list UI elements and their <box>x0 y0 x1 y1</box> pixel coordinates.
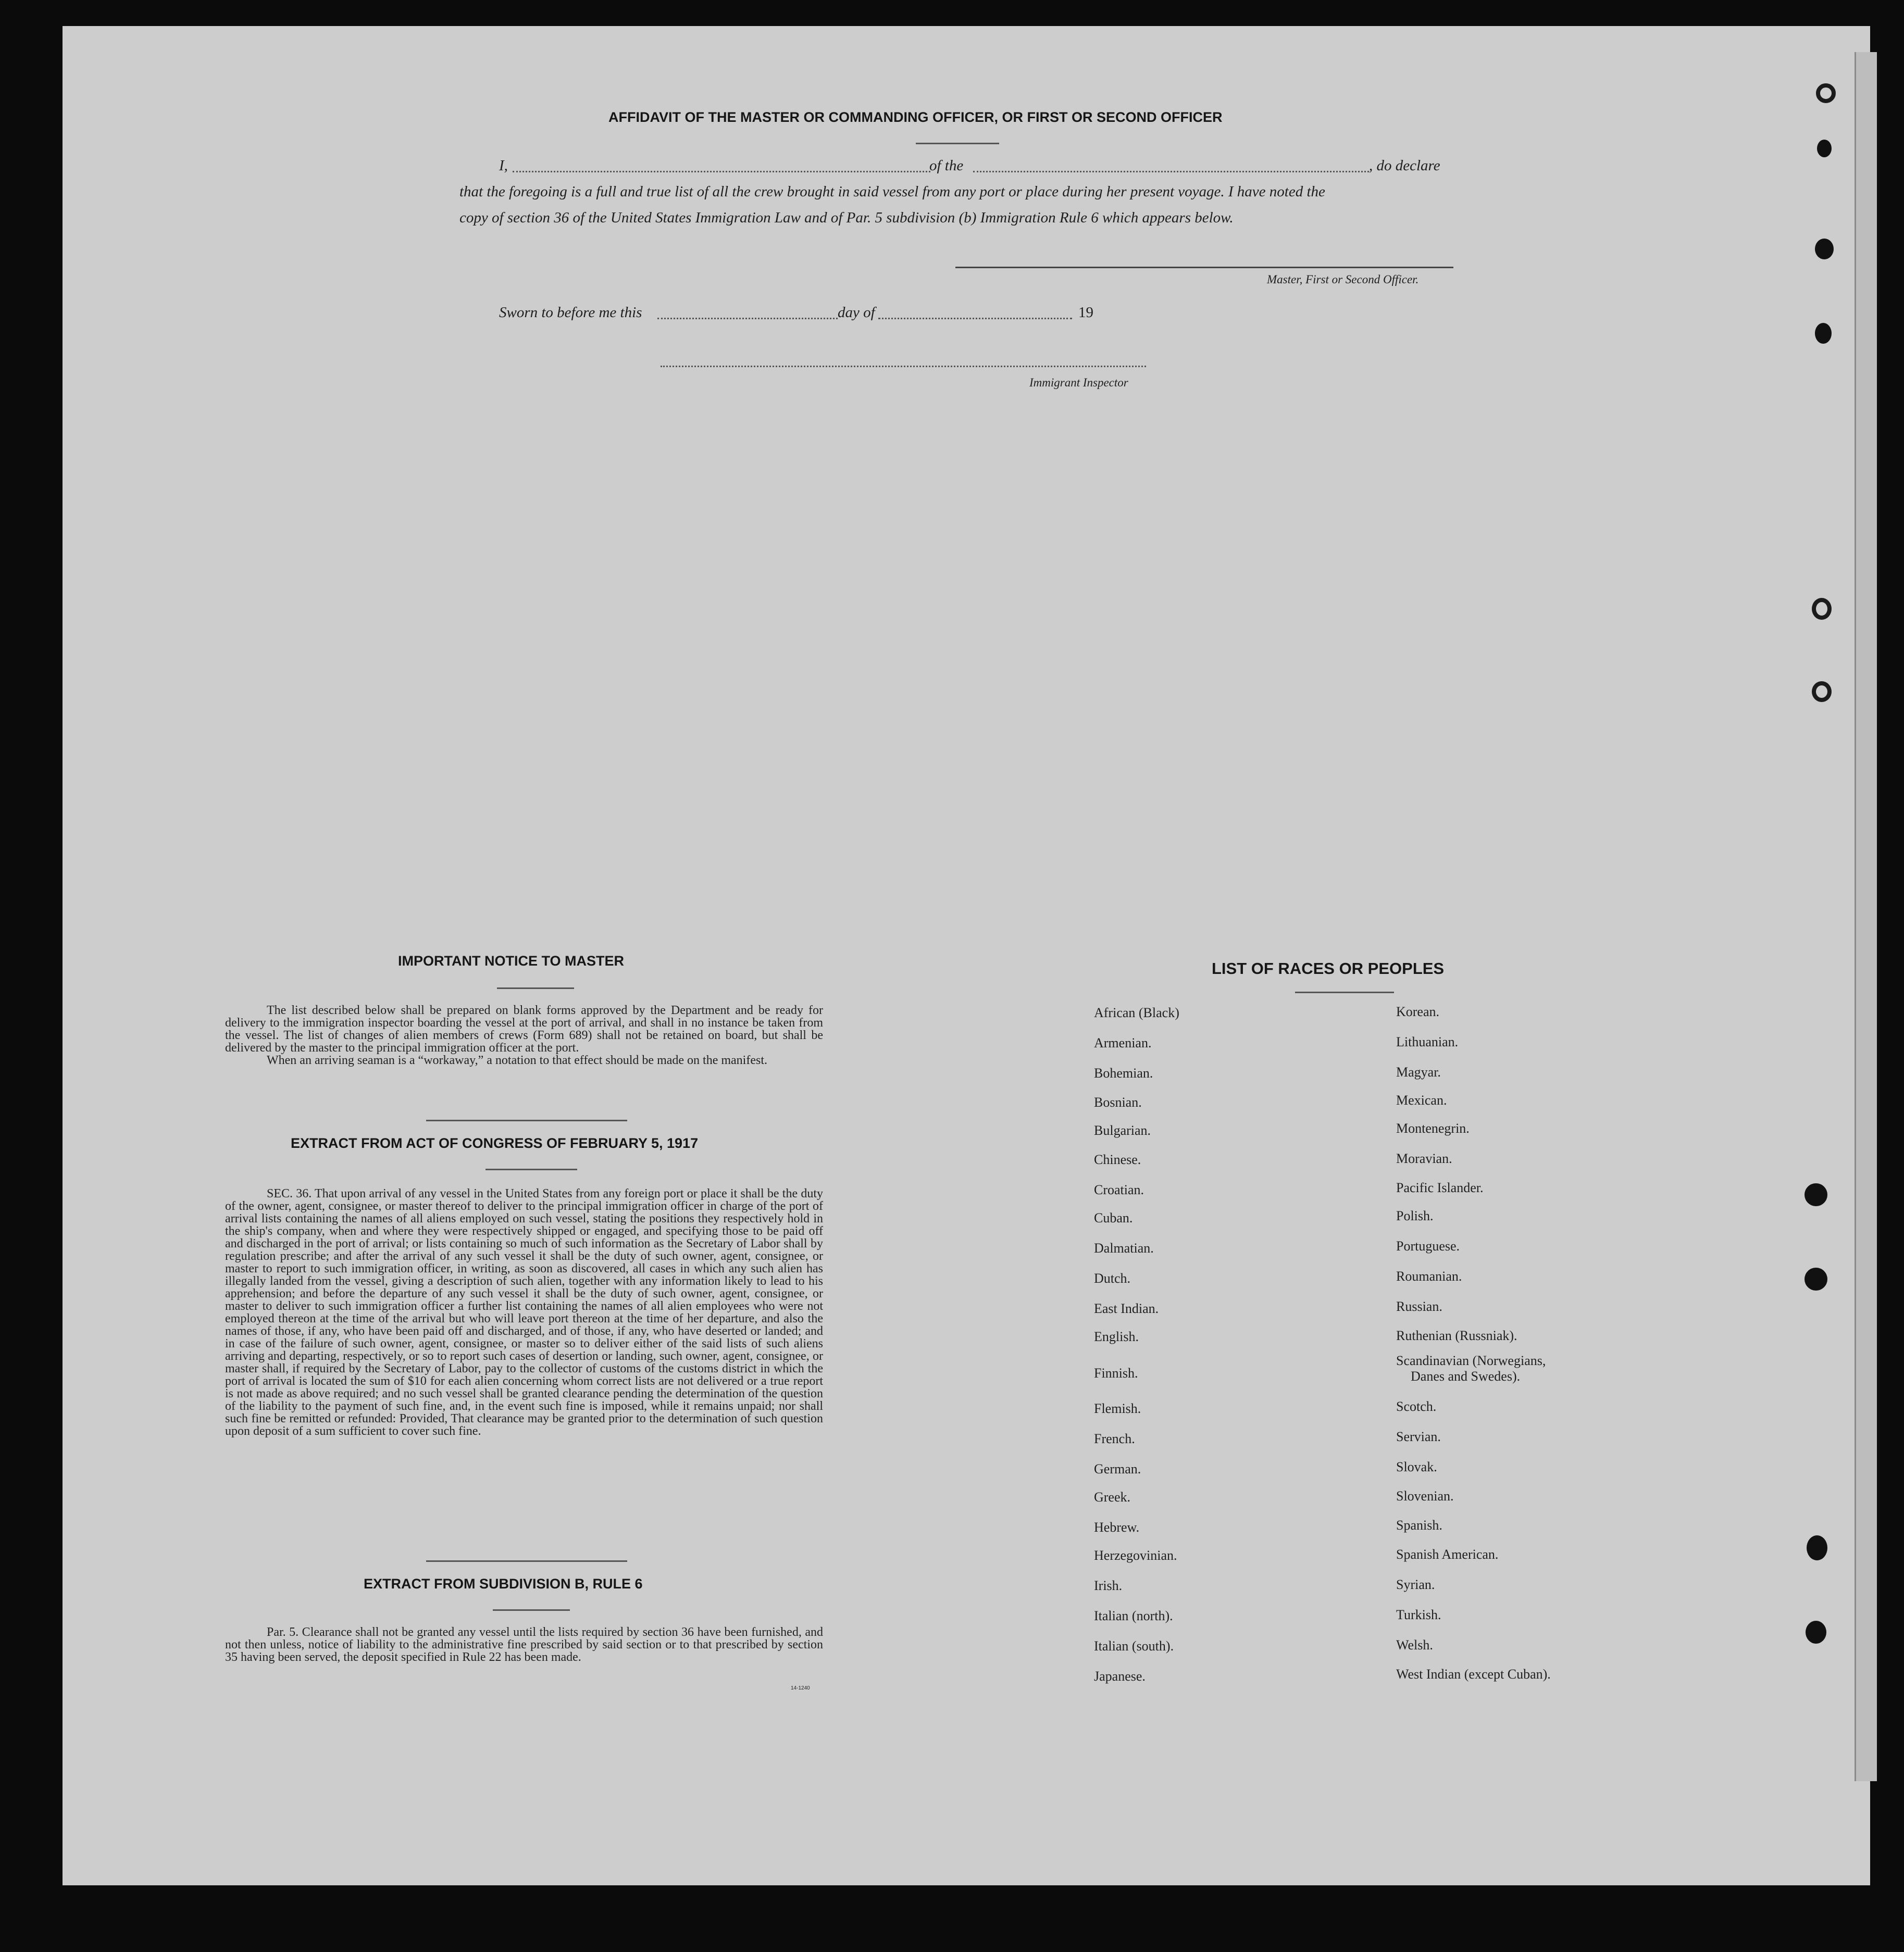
section-divider <box>426 1560 627 1562</box>
race-item: Danes and Swedes). <box>1411 1369 1521 1384</box>
extract-act-text <box>225 1187 823 1437</box>
master-signature-line[interactable] <box>955 267 1453 268</box>
par-5-text: Par. 5. Clearance shall not be granted any vessel until the lists required by section 36 have been furnished, and not then unless, notice of liability to the administrative fine prescribed by said section or to that prescribed by section 35 having been served, the deposit specified in Rule 22 has been made. <box>225 1625 823 1664</box>
race-item: Portuguese. <box>1396 1238 1460 1254</box>
punch-hole <box>1815 323 1832 344</box>
affidavit-declare: , do declare <box>1369 157 1440 174</box>
race-item: Herzegovinian. <box>1094 1548 1177 1563</box>
race-item: Polish. <box>1396 1208 1434 1223</box>
affidavit-i: I, <box>499 157 508 174</box>
race-item: Bulgarian. <box>1094 1123 1151 1138</box>
race-item: Hebrew. <box>1094 1520 1140 1535</box>
race-item: Italian (north). <box>1094 1608 1173 1623</box>
race-item: German. <box>1094 1461 1141 1476</box>
race-item: Roumanian. <box>1396 1269 1462 1284</box>
race-item: Italian (south). <box>1094 1638 1174 1654</box>
race-item: East Indian. <box>1094 1301 1159 1316</box>
race-item: Mexican. <box>1396 1093 1447 1108</box>
race-item: Irish. <box>1094 1578 1123 1593</box>
race-item: Ruthenian (Russniak). <box>1396 1328 1517 1343</box>
race-item: Magyar. <box>1396 1065 1441 1080</box>
race-item: Chinese. <box>1094 1152 1141 1167</box>
extract-act-underline <box>486 1169 577 1170</box>
race-item: Finnish. <box>1094 1366 1138 1381</box>
punch-hole <box>1817 140 1832 157</box>
name-blank[interactable] <box>513 171 930 172</box>
extract-act-title: EXTRACT FROM ACT OF CONGRESS OF FEBRUARY 5, 1917 <box>291 1135 699 1151</box>
affidavit-title: AFFIDAVIT OF THE MASTER OR COMMANDING OFFICER, OR FIRST OR SECOND OFFICER <box>608 109 1223 125</box>
race-item: Croatian. <box>1094 1182 1144 1197</box>
race-item: Bosnian. <box>1094 1095 1142 1110</box>
page-edge <box>1855 52 1877 1781</box>
race-item: Moravian. <box>1396 1151 1452 1166</box>
affidavit-of-the: of the <box>929 157 964 174</box>
races-underline <box>1295 992 1394 993</box>
race-item: Servian. <box>1396 1429 1441 1444</box>
race-item: Turkish. <box>1396 1607 1441 1622</box>
race-item: Dalmatian. <box>1094 1241 1154 1256</box>
race-item: West Indian (except Cuban). <box>1396 1667 1551 1682</box>
race-item: Welsh. <box>1396 1637 1433 1653</box>
master-signature-caption: Master, First or Second Officer. <box>1267 273 1419 286</box>
sworn-month-blank[interactable] <box>878 318 1072 319</box>
race-item: Montenegrin. <box>1396 1121 1470 1136</box>
race-item: English. <box>1094 1329 1139 1344</box>
notice-text <box>225 1004 823 1067</box>
vessel-blank[interactable] <box>973 171 1369 172</box>
race-item: Armenian. <box>1094 1035 1152 1050</box>
punch-hole <box>1812 681 1832 702</box>
document-page <box>63 26 1870 1885</box>
race-item: Cuban. <box>1094 1210 1133 1225</box>
race-item: Greek. <box>1094 1490 1131 1505</box>
extract-rule-text <box>225 1626 823 1663</box>
punch-hole <box>1815 239 1834 259</box>
notice-underline <box>497 987 574 989</box>
race-item: Bohemian. <box>1094 1066 1153 1081</box>
race-item: Syrian. <box>1396 1577 1435 1592</box>
race-item: Scotch. <box>1396 1399 1437 1414</box>
race-item: Spanish American. <box>1396 1547 1499 1562</box>
race-item: Slovenian. <box>1396 1488 1454 1504</box>
sworn-text: Sworn to before me this <box>499 304 642 321</box>
form-number: 14-1240 <box>791 1685 810 1691</box>
sworn-day-blank[interactable] <box>657 318 838 319</box>
inspector-caption: Immigrant Inspector <box>1029 376 1128 389</box>
section-36-text: SEC. 36. That upon arrival of any vessel in the United States from any foreign port or place it shall be the duty of the owner, agent, consignee, or master thereof to deliver to the principal immigration officer in charge of the port of arrival lists containing the names of all aliens employed on such vessel, stating the positions they respectively hold in the ship's company, when and where they were respectively shipped or engaged, and specifying those to be paid off and discharged in the port of arrival; or lists containing so much of such information as the Secretary of Labor shall by regulation prescribe; and after the arrival of any such vessel it shall be the duty of such owner, agent, consignee, or master to report to such immigration officer, in writing, as soon as discovered, all cases in which any such alien has illegally landed from the vessel, giving a description of such alien, together with any information likely to lead to his apprehension; and before the departure of any such vessel it shall be the duty of such owner, agent, consignee, or master to deliver to such immigration officer a further list containing the names of all alien employees who were not employed thereon at the time of the arrival but who will leave port thereon at the time of her departure, and also the names of those, if any, who have been paid off and discharged, and of those, if any, who have deserted or landed; and in case of the failure of such owner, agent, consignee, or master so to deliver either of the said lists of such aliens arriving and departing, respectively, or so to report such cases of desertion or landing, such owner, agent, consignee, or master shall, if required by the Secretary of Labor, pay to the collector of customs of the customs district in which the port of arrival is located the sum of $10 for each alien concerning whom correct lists are not delivered or a true report is not made as above required; and no such vessel shall be granted clearance pending the determination of the question of the liability to the payment of such fine, and, in the event such fine is imposed, while it remains unpaid; nor shall such fine be remitted or refunded: Provided, That clearance may be granted prior to the determination of such question upon deposit of a sum sufficient to cover such fine. <box>225 1187 823 1438</box>
day-of-text: day of <box>838 304 875 321</box>
section-divider <box>426 1120 627 1121</box>
extract-rule-underline <box>493 1609 570 1611</box>
punch-hole <box>1807 1535 1827 1560</box>
race-item: Pacific Islander. <box>1396 1180 1484 1195</box>
race-item: Flemish. <box>1094 1401 1141 1416</box>
race-item: Slovak. <box>1396 1459 1437 1474</box>
race-item: Russian. <box>1396 1299 1442 1314</box>
race-item: French. <box>1094 1431 1135 1446</box>
extract-rule-title: EXTRACT FROM SUBDIVISION B, RULE 6 <box>364 1576 643 1592</box>
races-title: LIST OF RACES OR PEOPLES <box>1212 959 1445 978</box>
race-item: African (Black) <box>1094 1005 1179 1020</box>
race-item: Korean. <box>1396 1004 1440 1019</box>
notice-paragraph-1: The list described below shall be prepared on blank forms approved by the Department and be ready for delivery to the immigration inspector boarding the vessel at the port of arrival, and shall in no instance be taken from the vessel. The list of changes of alien members of crews (Form 689) shall not be retained on board, but shall be delivered by the master to the principal immigration officer at the port. <box>225 1004 823 1055</box>
punch-hole <box>1812 598 1832 620</box>
race-item: Lithuanian. <box>1396 1034 1459 1049</box>
punch-hole <box>1805 1268 1827 1291</box>
affidavit-line-2: that the foregoing is a full and true list of all the crew brought in said vessel from any port or place during her present voyage. I have noted the <box>459 183 1325 200</box>
notice-title: IMPORTANT NOTICE TO MASTER <box>398 953 624 969</box>
punch-hole <box>1806 1621 1826 1644</box>
race-item: Japanese. <box>1094 1669 1146 1684</box>
race-item: Scandinavian (Norwegians, <box>1396 1353 1546 1368</box>
punch-hole <box>1816 83 1836 103</box>
notice-paragraph-2: When an arriving seaman is a “workaway,” a notation to that effect should be made on the manifest. <box>267 1054 767 1067</box>
punch-hole <box>1805 1183 1827 1206</box>
title-underline <box>916 143 999 144</box>
race-item: Dutch. <box>1094 1271 1131 1286</box>
race-item: Spanish. <box>1396 1518 1442 1533</box>
inspector-signature-line[interactable] <box>661 366 1146 367</box>
year-prefix: 19 <box>1078 304 1093 321</box>
affidavit-line-3: copy of section 36 of the United States Immigration Law and of Par. 5 subdivision (b) Immigration Rule 6 which appears below. <box>459 209 1234 226</box>
